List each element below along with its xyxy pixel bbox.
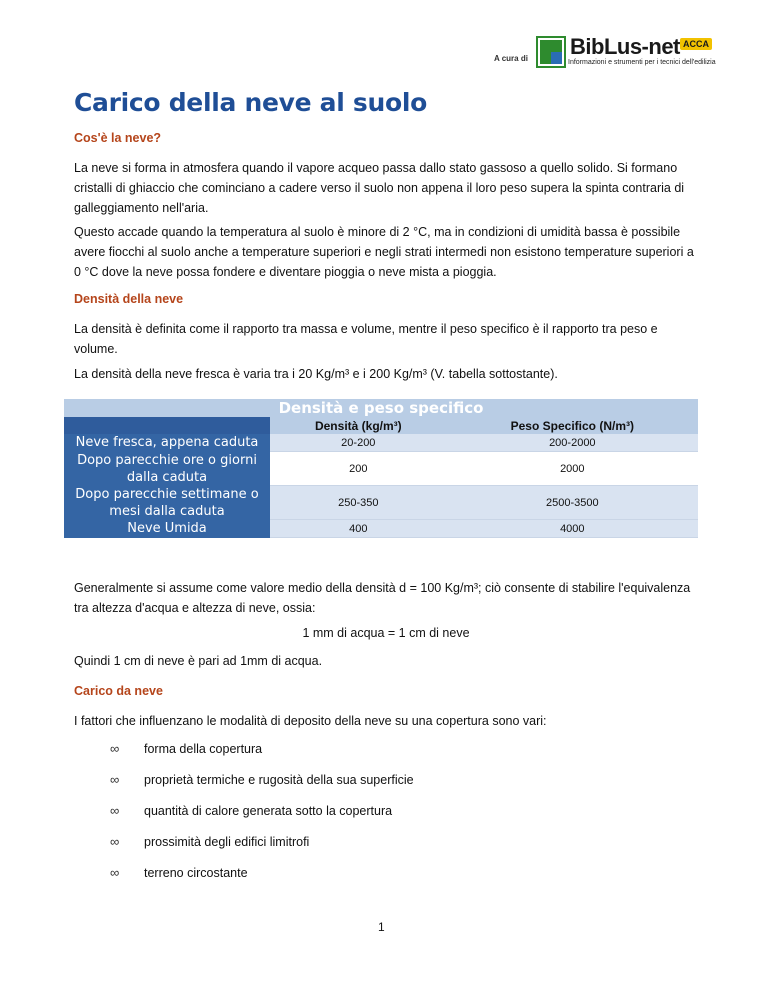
row-peso: 4000 [447,520,698,538]
paragraph-densita-2: La densità della neve fresca è varia tra i 20 Kg/m³ e i 200 Kg/m³ (V. tabella sottostante). [74,367,558,381]
paragraph-carico-1: I fattori che influenzano le modalità di deposito della neve su una copertura sono vari: [74,714,547,728]
paragraph-cos-e-2: Questo accade quando la temperatura al suolo è minore di 2 °C, ma in condizioni di umidità bassa è possibile avere fiocchi al suolo anche a temperature superiori e negli strati intermedi non esistono temperature superiori a 0 °C dove la neve possa fondere e diventare pioggia o neve mista a pioggia. [74,225,694,279]
table-row [64,486,698,520]
table-row [64,434,698,452]
bullet-infinity-icon: ∞ [110,772,120,787]
row-label: Dopo parecchie settimane o mesi dalla caduta [64,486,270,520]
table-row [64,452,698,486]
bullet-infinity-icon: ∞ [110,803,120,818]
table-col-peso: Peso Specifico (N/m³) [447,417,698,434]
density-table [64,399,698,538]
list-item: ∞ quantità di calore generata sotto la copertura [110,803,393,818]
row-densita: 250-350 [270,486,447,520]
heading-cos-e-la-neve: Cos'è la neve? [74,131,162,145]
paragraph-cos-e-1: La neve si forma in atmosfera quando il vapore acqueo passa dallo stato gassoso a quello solido. Si formano cristalli di ghiaccio che cominciano a cadere verso il suolo non appena il loro peso supera la spinta contraria di galleggiamento nell'aria. [74,161,685,215]
equation-line: 1 mm di acqua = 1 cm di neve [302,626,470,640]
factors-list [110,742,414,897]
paragraph-dopo-tabella-1: Generalmente si assume come valore medio della densità d = 100 Kg/m³; ciò consente di stabilire l'equivalenza tra altezza d'acqua e altezza di neve, ossia: [74,581,691,615]
page-title: Carico della neve al suolo [74,88,428,117]
a-cura-di-label: A cura di [494,54,528,63]
page-number: 1 [378,920,385,934]
biblus-logo [480,34,720,72]
row-label: Neve fresca, appena caduta [64,434,270,452]
list-item: ∞ terreno circostante [110,865,248,880]
bullet-infinity-icon: ∞ [110,865,120,880]
biblus-mark-icon [536,36,566,68]
table-row [64,520,698,538]
paragraph-dopo-tabella-2: Quindi 1 cm di neve è pari ad 1mm di acqua. [74,654,323,668]
row-label: Dopo parecchie ore o giorni dalla caduta [64,452,270,486]
table-col-densita: Densità (kg/m³) [270,417,447,434]
table-corner [64,417,270,434]
row-label: Neve Umida [64,520,270,538]
row-peso: 2000 [447,452,698,486]
brand-name: BibLus-net [570,34,680,59]
row-peso: 2500-3500 [447,486,698,520]
paragraph-densita-1: La densità è definita come il rapporto tra massa e volume, mentre il peso specifico è il rapporto tra peso e volume. [74,322,658,356]
table-title: Densità e peso specifico [64,399,698,417]
heading-carico-da-neve: Carico da neve [74,684,163,698]
acca-badge: ACCA [680,38,712,50]
brand-tagline: Informazioni e strumenti per i tecnici dell'edilizia [568,59,716,66]
list-item: ∞ proprietà termiche e rugosità della sua superficie [110,772,414,787]
heading-densita: Densità della neve [74,292,184,306]
bullet-infinity-icon: ∞ [110,741,120,756]
row-densita: 20-200 [270,434,447,452]
row-densita: 400 [270,520,447,538]
row-densita: 200 [270,452,447,486]
bullet-infinity-icon: ∞ [110,834,120,849]
list-item: ∞ prossimità degli edifici limitrofi [110,834,310,849]
row-peso: 200-2000 [447,434,698,452]
list-item: ∞ forma della copertura [110,741,263,756]
